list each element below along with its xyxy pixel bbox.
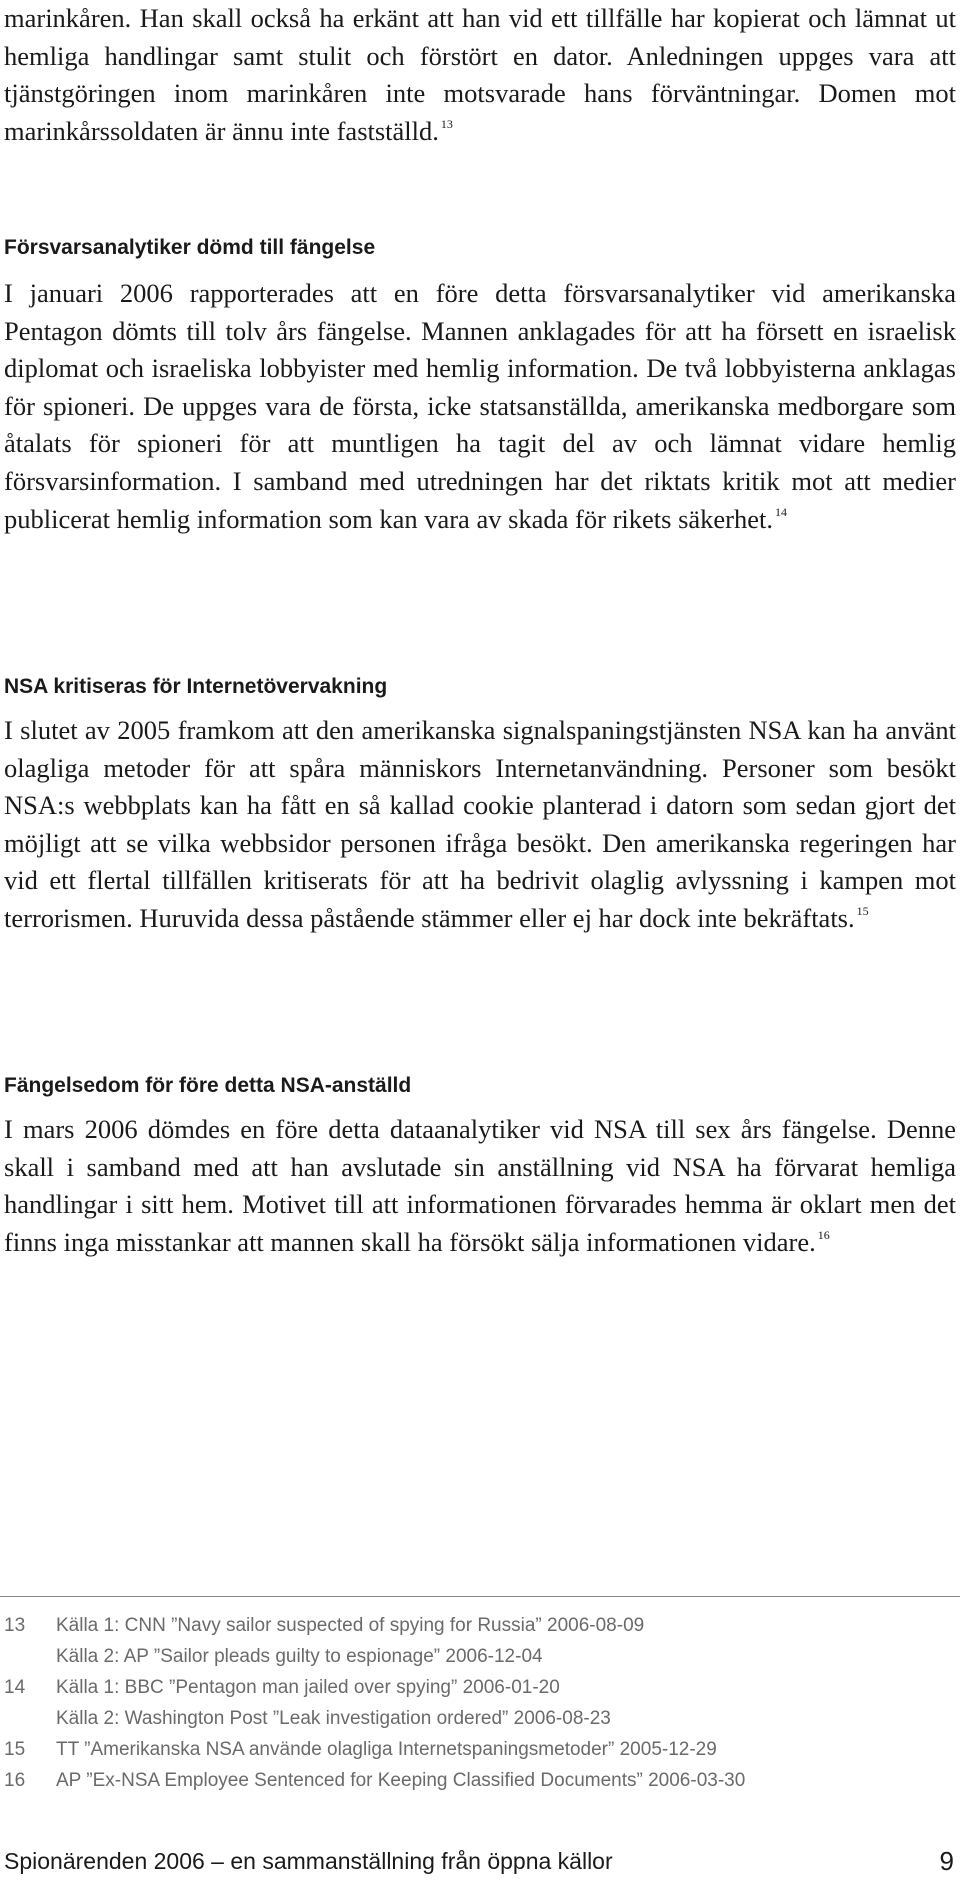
page-footer	[4, 1844, 956, 1878]
footnote-text: Källa 1: BBC ”Pentagon man jailed over spying” 2006-01-20	[56, 1677, 560, 1698]
paragraph-text: I slutet av 2005 framkom att den amerikanska signalspaningstjänsten NSA kan ha använt olagliga metoder för att spåra människors Internetanvändning. Personer som besökt NSA:s webbplats kan ha fått en så kallad cookie planterad i datorn som sedan gjort det möjligt att se vilka webbsidor personen ifråga besökt. Den amerikanska regeringen har vid ett flertal tillfällen kritiserats för att ha bedrivit olaglig avlyssning i kampen mot terrorismen. Huruvida dessa påstående stämmer eller ej har dock inte bekräftats.	[4, 715, 956, 933]
footnote-ref: 14	[774, 504, 787, 519]
footnote-item	[0, 1734, 960, 1765]
paragraph-defense-analyst	[4, 275, 956, 538]
footnote-item	[0, 1641, 960, 1672]
footnote-item	[0, 1703, 960, 1734]
footnote-ref: 13	[440, 116, 453, 131]
page-number: 9	[939, 1846, 954, 1876]
footnote-ref: 15	[856, 903, 869, 918]
footnote-item	[0, 1765, 960, 1796]
footnotes	[0, 1610, 960, 1796]
section-heading: Fängelsedom för före detta NSA-anställd	[4, 1074, 412, 1097]
paragraph-text: I januari 2006 rapporterades att en före detta försvarsanalytiker vid amerikanska Pentagon dömts till tolv års fängelse. Mannen anklagades för att ha försett en israelisk diplomat och israeliska lobbyister med hemlig information. De två lobbyisterna anklagas för spioneri. De uppges vara de första, icke statsanställda, amerikanska medborgare som åtalats för spioneri för att muntligen ha tagit del av och lämnat vidare hemlig försvarsinformation. I samband med utredningen har det riktats kritik mot att medier publicerat hemlig information som kan vara av skada för rikets säkerhet.	[4, 278, 956, 534]
paragraph-marine-case	[4, 0, 956, 150]
footnote-text: TT ”Amerikanska NSA använde olagliga Internetspaningsmetoder” 2005-12-29	[56, 1739, 717, 1760]
footnote-text: AP ”Ex-NSA Employee Sentenced for Keeping Classified Documents” 2006-03-30	[56, 1770, 746, 1791]
footnote-text: Källa 1: CNN ”Navy sailor suspected of spying for Russia” 2006-08-09	[56, 1615, 645, 1636]
paragraph-text: I mars 2006 dömdes en före detta dataanalytiker vid NSA till sex års fängelse. Denne skall i samband med att han avslutade sin anställning vid NSA ha förvarat hemliga handlingar i sitt hem. Motivet till att informationen förvarades hemma är oklart men det finns inga misstankar att mannen skall ha försökt sälja informationen vidare.	[4, 1114, 956, 1257]
footer-title: Spionärenden 2006 – en sammanställning från öppna källor	[4, 1848, 613, 1874]
footnote-number: 14	[4, 1677, 26, 1698]
footnote-item	[0, 1610, 960, 1641]
footnote-item	[0, 1672, 960, 1703]
paragraph-text: marinkåren. Han skall också ha erkänt att han vid ett tillfälle har kopierat och lämnat ut hemliga handlingar samt stulit och förstört en dator. Anledningen uppges vara att tjänstgöringen inom marinkåren inte motsvarade hans förväntningar. Domen mot marinkårssoldaten är ännu inte fastställd.	[4, 3, 956, 146]
footnote-text: Källa 2: Washington Post ”Leak investigation ordered” 2006-08-23	[56, 1708, 611, 1729]
section-heading: NSA kritiseras för Internetövervakning	[4, 675, 388, 698]
footnote-number: 13	[4, 1615, 26, 1636]
footnote-number: 15	[4, 1739, 26, 1760]
paragraph-nsa-surveillance	[4, 712, 956, 938]
paragraph-nsa-employee	[4, 1111, 956, 1261]
footnote-ref: 16	[817, 1227, 830, 1242]
footnote-number: 16	[4, 1770, 26, 1791]
footnote-divider	[0, 1596, 960, 1597]
section-heading: Försvarsanalytiker dömd till fängelse	[4, 236, 376, 259]
footnote-text: Källa 2: AP ”Sailor pleads guilty to espionage” 2006-12-04	[56, 1646, 543, 1667]
